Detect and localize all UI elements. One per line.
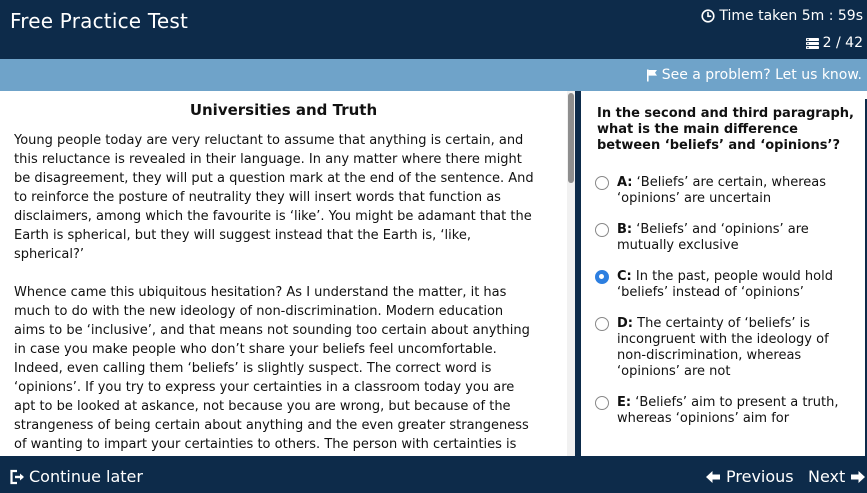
option-text[interactable] — [617, 316, 855, 380]
question-progress — [805, 35, 863, 51]
option-label: In the past, people would hold ‘beliefs’ instead of ‘opinions’ — [617, 269, 833, 300]
option-label: ‘Beliefs’ aim to present a truth, whereas ‘opinions’ aim for — [617, 395, 839, 426]
timer — [701, 8, 863, 24]
option-letter: C: — [617, 269, 632, 284]
passage-paragraph: Whence came this ubiquitous hesitation? As I understand the matter, it has much to do with the new ideology of non-discrimination. Modern education aims to be ‘inclusive’, and that means not sounding too certain about anything in case you make people who don’t share your beliefs feel uncomfortable. Indeed, even calling them ‘beliefs’ is slightly suspect. The correct word is ‘opinions’. If you try to express your certainties in a classroom today you are apt to be looked at askance, not because you are wrong, but because of the strangeness of being certain about anything and the even greater strangeness of wanting to impart your certainties to others. The person with certainties is — [14, 285, 530, 452]
question-text: In the second and third paragraph, what is the main difference between ‘beliefs’ and ‘opinions’? — [597, 106, 854, 153]
passage-pane[interactable] — [0, 91, 567, 456]
option-text[interactable] — [617, 222, 855, 254]
progress-text: 2 / 42 — [822, 35, 863, 51]
radio-button[interactable] — [595, 270, 609, 284]
previous-button[interactable] — [705, 467, 794, 486]
option-text[interactable] — [617, 175, 855, 207]
option-letter: B: — [617, 222, 633, 237]
previous-label[interactable]: Previous — [726, 467, 794, 486]
radio-button[interactable] — [595, 396, 609, 410]
arrow-right-icon — [850, 470, 866, 484]
exit-icon — [9, 469, 26, 485]
radio-button[interactable] — [595, 317, 609, 331]
answer-option-d[interactable] — [595, 316, 855, 380]
passage-paragraph: Young people today are very reluctant to assume that anything is certain, and this reluctance is revealed in their language. In any matter where there might be disagreement, they will put a question mark at the end of the sentence. And to reinforce the posture of neutrality they will insert words that function as disclaimers, among which the favourite is ‘like’. You might be adamant that the Earth is spherical, but they will suggest instead that the Earth is, ‘like, spherical?’ — [14, 133, 534, 262]
option-text[interactable] — [617, 395, 855, 427]
clock-icon — [701, 9, 715, 23]
next-button[interactable] — [808, 467, 866, 486]
flag-icon — [646, 69, 658, 82]
passage-title: Universities and Truth — [189, 101, 378, 119]
option-text[interactable] — [617, 269, 855, 301]
header-bar — [0, 0, 867, 59]
answer-option-e[interactable] — [595, 395, 855, 427]
report-problem-text[interactable]: See a problem? Let us know. — [661, 67, 862, 83]
arrow-left-icon — [705, 470, 721, 484]
next-label[interactable]: Next — [808, 467, 846, 486]
continue-later-button[interactable] — [9, 467, 143, 486]
passage-scroll-thumb[interactable] — [568, 93, 574, 183]
timer-text: Time taken 5m : 59s — [719, 8, 863, 24]
stack-icon — [805, 37, 820, 50]
option-label: ‘Beliefs’ are certain, whereas ‘opinions’ are uncertain — [617, 175, 827, 206]
option-letter: A: — [617, 175, 633, 190]
report-problem-link[interactable] — [646, 67, 862, 83]
answer-option-a[interactable] — [595, 175, 855, 207]
question-pane — [581, 91, 867, 456]
option-letter: E: — [617, 395, 632, 410]
app-title: Free Practice Test — [10, 9, 189, 33]
option-letter: D: — [617, 316, 633, 331]
continue-later-label[interactable]: Continue later — [29, 467, 143, 486]
footer-bar — [0, 456, 867, 493]
answer-option-b[interactable] — [595, 222, 855, 254]
option-label: The certainty of ‘beliefs’ is incongruent with the ideology of non-discrimination, whereas ‘opinions’ are not — [617, 316, 829, 379]
problem-bar — [0, 59, 867, 91]
passage-body — [14, 131, 534, 456]
option-label: ‘Beliefs’ and ‘opinions’ are mutually exclusive — [617, 222, 809, 253]
answer-option-c[interactable] — [595, 269, 855, 301]
radio-button[interactable] — [595, 176, 609, 190]
radio-button[interactable] — [595, 223, 609, 237]
